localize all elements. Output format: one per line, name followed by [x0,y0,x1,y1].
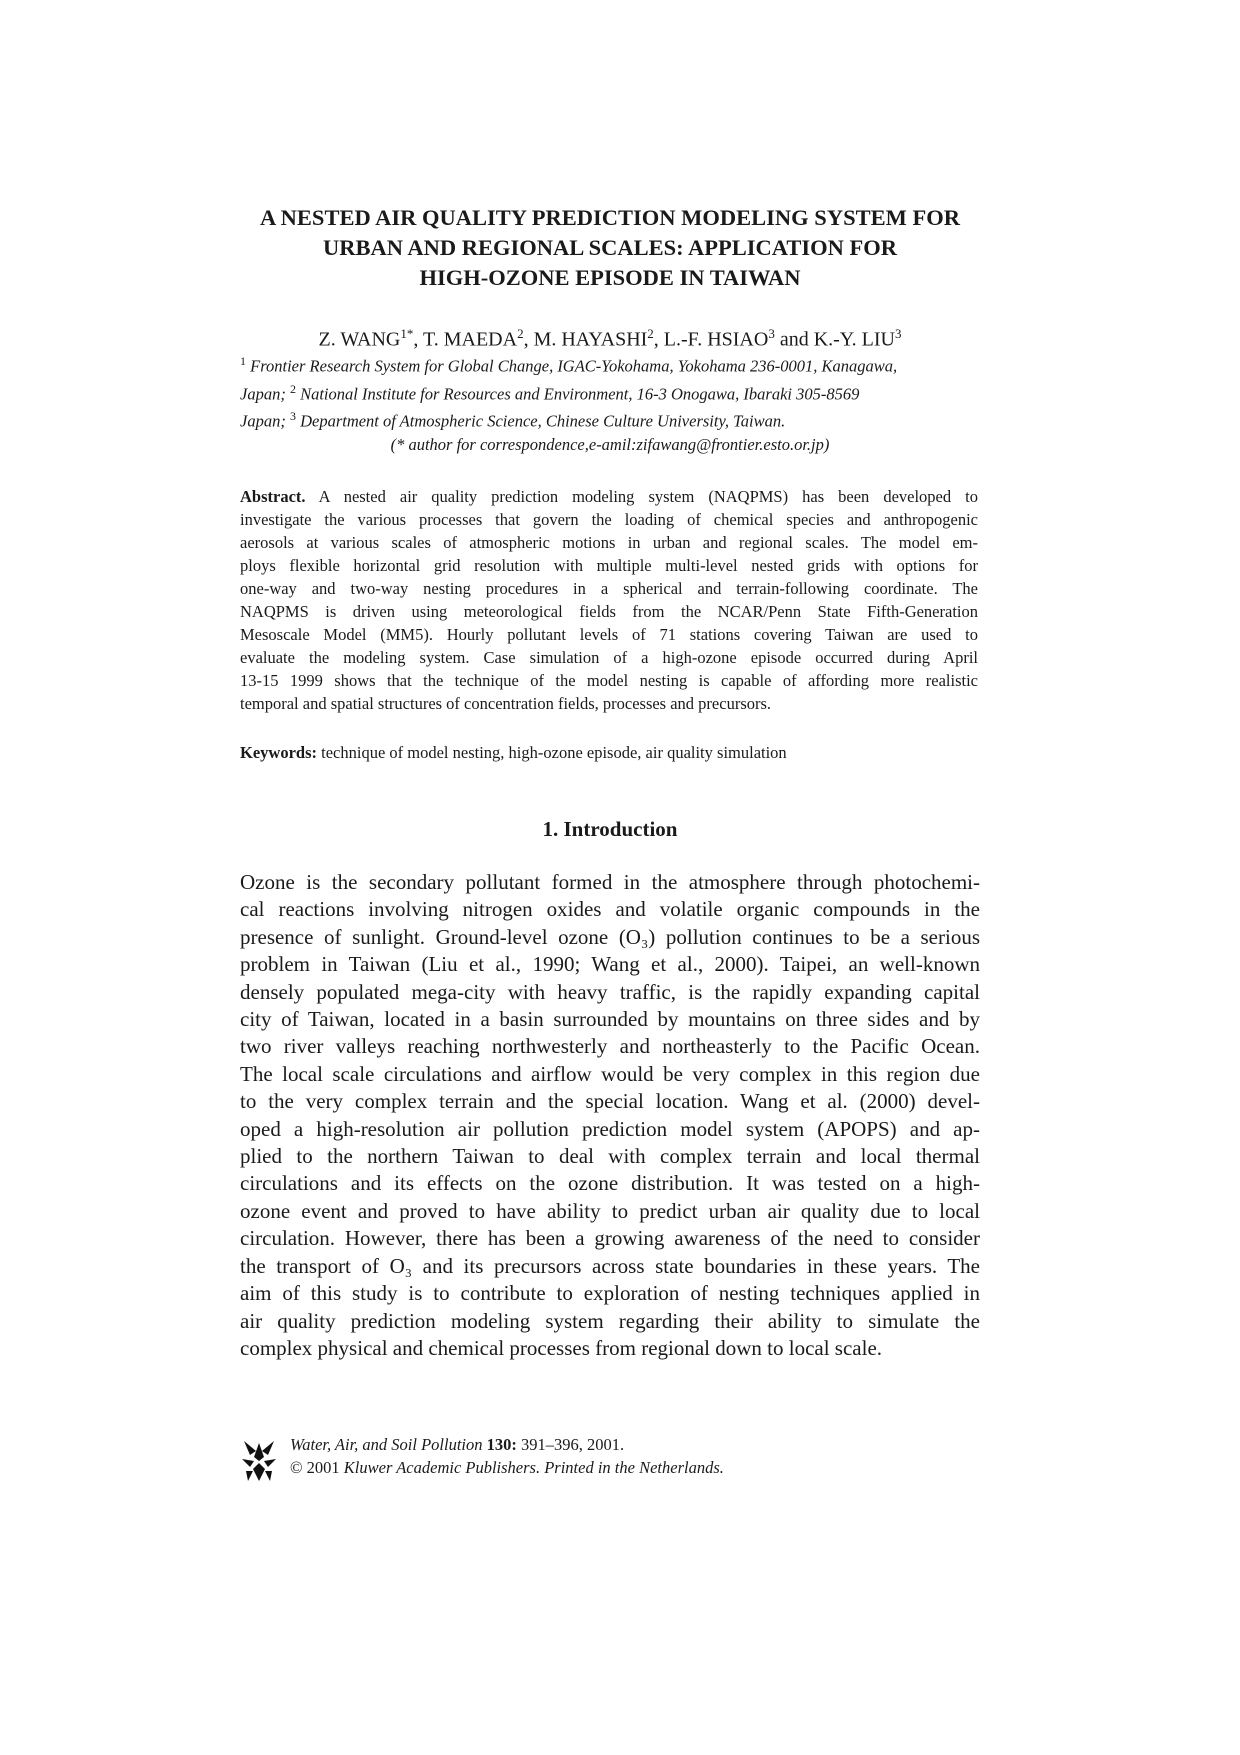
affiliation-line-2: Japan; $^2$ National Institute for Resources and Environment, 16-3 Onogawa, Ibaraki 305-8569 [240,381,860,403]
title-line-3: HIGH-OZONE EPISODE IN TAIWAN [419,265,801,290]
abstract-label: Abstract. [240,487,306,506]
affiliation-sup-3: 3 [289,409,296,423]
body-line: complex physical and chemical processes from regional down to local scale. [240,1335,883,1360]
abstract-line: NAQPMS is driven using meteorological fields from the NCAR/Penn State Fifth-Generation [240,602,978,621]
abstract-line: 13-15 1999 shows that the technique of the model nesting is capable of affording more realistic [240,671,978,690]
abstract-line: ploys flexible horizontal grid resolution with multiple multi-level nested grids with options for [240,556,978,575]
publisher-logo-icon [240,1437,278,1485]
author-liu: and K.-Y. LIU [774,328,895,351]
copyright-line [290,1456,724,1479]
abstract-line: one-way and two-way nesting procedures in a spherical and terrain-following coordinate. The [240,579,978,598]
author-hayashi: , M. HAYASHI [523,328,648,351]
body-line: the transport of O₃ and its precursors across state boundaries in these years. The [240,1253,980,1278]
body-line: presence of sunlight. Ground-level ozone (O₃) pollution continues to be a serious [240,924,980,949]
body-line: ozone event and proved to have ability to predict urban air quality due to local [240,1198,980,1223]
body-line: cal reactions involving nitrogen oxides and volatile organic compounds in the [240,897,980,922]
author-wang: Z. WANG [318,328,401,351]
citation-line [290,1433,724,1456]
body-line: two river valleys reaching northwesterly and northeasterly to the Pacific Ocean. [240,1034,980,1059]
body-line: to the very complex terrain and the special location. Wang et al. (2000) devel- [240,1089,980,1114]
body-line: aim of this study is to contribute to exploration of nesting techniques applied in [240,1281,980,1306]
keywords-text: technique of model nesting, high-ozone episode, air quality simulation [317,743,787,762]
keywords [240,741,978,764]
title-line-2: URBAN AND REGIONAL SCALES: APPLICATION FOR [322,235,898,260]
author-maeda: , T. MAEDA [413,328,518,351]
author-hayashi-sup: 2 [647,326,654,341]
copyright-year: © 2001 [290,1458,344,1477]
affiliation-sup-2: 2 [289,381,296,396]
affiliations [240,350,980,456]
body-line: oped a high-resolution air pollution prediction model system (APOPS) and ap- [240,1116,980,1141]
abstract [240,485,978,715]
journal-footer [240,1433,940,1493]
body-line: problem in Taiwan (Liu et al., 1990; Wang et al., 2000). Taipei, an well-known [240,952,980,977]
publisher-name: Kluwer Academic Publishers. Printed in the Netherlands. [343,1458,724,1477]
journal-volume: 130: [482,1435,517,1454]
abstract-line: investigate the various processes that govern the loading of chemical species and anthropogenic [240,510,978,529]
title-line-1: A NESTED AIR QUALITY PREDICTION MODELING SYSTEM FOR [260,205,960,230]
body-line: Ozone is the secondary pollutant formed in the atmosphere through photochemi- [240,870,980,894]
paper-title [240,203,980,293]
author-hsiao: , L.-F. HSIAO [653,328,769,351]
introduction-body [240,869,980,1362]
author-list [240,322,980,352]
journal-name: Water, Air, and Soil Pollution [290,1435,483,1454]
correspondence-line: (* author for correspondence,e-amil:zifawang@frontier.esto.or.jp) [390,434,830,454]
body-line: air quality prediction modeling system regarding their ability to simulate the [240,1308,980,1333]
body-line: circulations and its effects on the ozone distribution. It was tested on a high- [240,1171,980,1196]
body-line: circulation. However, there has been a growing awareness of the need to consider [240,1226,980,1251]
body-line: plied to the northern Taiwan to deal with complex terrain and local thermal [240,1144,980,1169]
author-wang-sup: 1* [400,326,414,341]
affiliation-line-3: Japan; $^3$ Department of Atmospheric Science, Chinese Culture University, Taiwan. [240,409,786,431]
body-line: The local scale circulations and airflow would be very complex in this region due [240,1061,980,1086]
affiliation-sup-1: 1 [240,354,246,368]
affiliation-line-1: $^1$ Frontier Research System for Global Change, IGAC-Yokohama, Yokohama 236-0001, Kanagawa, [240,354,898,376]
citation-text [290,1433,724,1479]
abstract-line: temporal and spatial structures of concentration fields, processes and precursors. [240,694,772,713]
author-maeda-sup: 2 [517,326,524,341]
abstract-line: aerosols at various scales of atmospheric motions in urban and regional scales. The model em- [240,533,978,552]
abstract-line: Mesoscale Model (MM5). Hourly pollutant levels of 71 stations covering Taiwan are used to [240,625,978,644]
abstract-line: Abstract. A nested air quality prediction modeling system (NAQPMS) has been developed to [240,487,978,506]
journal-pages: 391–396, 2001. [516,1435,625,1454]
abstract-line: evaluate the modeling system. Case simulation of a high-ozone episode occurred during April [240,648,978,667]
body-line: city of Taiwan, located in a basin surrounded by mountains on three sides and by [240,1007,980,1032]
author-hsiao-sup: 3 [768,326,775,341]
section-heading: 1. Introduction [542,817,678,841]
keywords-label: Keywords: [240,743,317,762]
body-line: densely populated mega-city with heavy traffic, is the rapidly expanding capital [240,979,980,1004]
author-liu-sup: 3 [894,326,902,341]
